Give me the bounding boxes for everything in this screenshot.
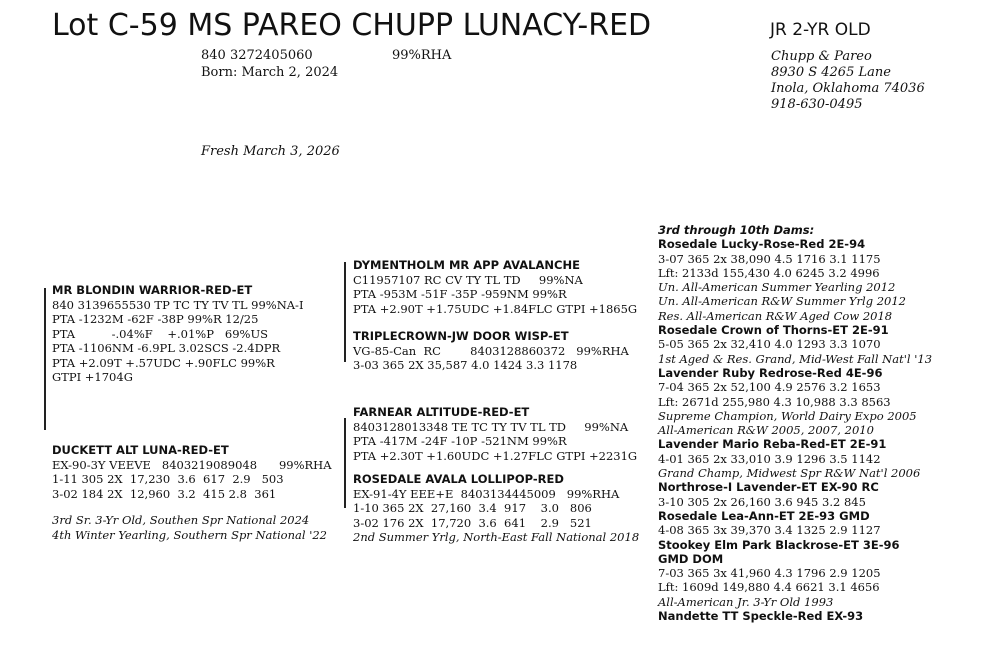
sire-dam-line: VG-85-Can RC 8403128860372 99%RHA (353, 343, 629, 358)
dam-entry-award: Grand Champ, Midwest Spr R&W Nat'l 2006 (658, 466, 921, 481)
age-class: JR 2-YR OLD (770, 20, 871, 40)
sire-line: 840 3139655530 TP TC TY TV TL 99%NA-I (52, 297, 304, 312)
dam-entry-name: Lavender Ruby Redrose-Red 4E-96 (658, 365, 883, 380)
dam-entry-name: Nandette TT Speckle-Red EX-93 (658, 609, 864, 624)
dam-entry-name: Rosedale Lucky-Rose-Red 2E-94 (658, 237, 866, 252)
owner-phone: 918-630-0495 (771, 97, 863, 112)
dam-entry-record: 7-03 365 3x 41,960 4.3 1796 2.9 1205 (658, 566, 881, 581)
sire-line: PTA -.04%F +.01%P 69%US (52, 326, 269, 341)
dam-entry-name: Rosedale Lea-Ann-ET 2E-93 GMD (658, 508, 870, 523)
sire-line: PTA -1106NM -6.9PL 3.02SCS -2.4DPR (52, 341, 281, 355)
registration-number: 840 3272405060 (201, 48, 313, 63)
dam-award: 3rd Sr. 3-Yr Old, Southen Spr National 2024 (52, 513, 310, 527)
dam-entry-record: 7-04 365 2x 52,100 4.9 2576 3.2 1653 (658, 380, 881, 395)
dam-sire-line: PTA +2.30T +1.60UDC +1.27FLC GTPI +2231G (353, 448, 638, 463)
dam-sire-line: 8403128013348 TE TC TY TV TL TD 99%NA (353, 419, 629, 434)
dam-dam-block (353, 472, 639, 545)
sire-dam-name: TRIPLECROWN-JW DOOR WISP-ET (353, 329, 569, 343)
dam-entry-award: Un. All-American Summer Yearling 2012 (658, 280, 896, 295)
sire-name: MR BLONDIN WARRIOR-RED-ET (52, 283, 253, 297)
dam-entry-award: 1st Aged & Res. Grand, Mid-West Fall Nat'l '13 (658, 351, 933, 366)
lot-title: Lot C-59 MS PAREO CHUPP LUNACY-RED (52, 8, 652, 43)
sire-sire-line: PTA +2.90T +1.75UDC +1.84FLC GTPI +1865G (353, 301, 638, 316)
sire-line: PTA +2.09T +.57UDC +.90FLC 99%R (52, 355, 275, 370)
dam-entry-name-cont: GMD DOM (658, 551, 724, 566)
dam-entry-record: 5-05 365 2x 32,410 4.0 1293 3.3 1070 (658, 337, 881, 352)
dams-heading: 3rd through 10th Dams: (658, 223, 815, 237)
dam-line: 1-11 305 2X 17,230 3.6 617 2.9 503 (52, 472, 284, 486)
sire-sire-line: C11957107 RC CV TY TL TD 99%NA (353, 272, 583, 287)
dam-sire-line: PTA -417M -24F -10P -521NM 99%R (353, 434, 567, 448)
dam-entry-award: Supreme Champion, World Dairy Expo 2005 (658, 408, 917, 423)
dam-entry-record: Lft: 1609d 149,880 4.4 6621 3.1 4656 (658, 580, 880, 595)
rha-percent: 99%RHA (392, 48, 452, 63)
extended-dams (658, 223, 932, 623)
owner-name: Chupp & Pareo (771, 49, 872, 64)
dam-sire-name: FARNEAR ALTITUDE-RED-ET (353, 405, 530, 419)
dam-entry-record: 3-07 365 2x 38,090 4.5 1716 3.1 1175 (658, 251, 881, 266)
dam-line: EX-90-3Y VEEVE 8403219089048 99%RHA (52, 457, 332, 472)
owner-address-2: Inola, Oklahoma 74036 (771, 81, 925, 96)
sire-block (52, 283, 303, 385)
sire-dam-line: 3-03 365 2X 35,587 4.0 1424 3.3 1178 (353, 358, 578, 372)
dam-entry-award: All-American Jr. 3-Yr Old 1993 (658, 594, 834, 609)
dam-entry-record: 4-08 365 3x 39,370 3.4 1325 2.9 1127 (658, 523, 881, 538)
birth-date: Born: March 2, 2024 (201, 65, 339, 80)
dam-entry-record: Lft: 2671d 255,980 4.3 10,988 3.3 8563 (658, 394, 891, 409)
owner-info (771, 49, 925, 113)
dam-dam-name: ROSEDALE AVALA LOLLIPOP-RED (353, 472, 564, 486)
dam-entry-award: Res. All-American R&W Aged Cow 2018 (658, 308, 893, 323)
dam-sire-block (353, 405, 637, 463)
dam-dam-line: 1-10 365 2X 27,160 3.4 917 3.0 806 (353, 501, 592, 515)
dam-entry-name: Rosedale Crown of Thorns-ET 2E-91 (658, 323, 889, 338)
sire-bracket-line (44, 288, 46, 430)
dam-entry-record: 4-01 365 2x 33,010 3.9 1296 3.5 1142 (658, 451, 881, 466)
sire-line: PTA -1232M -62F -38P 99%R 12/25 (52, 312, 259, 326)
sire-sire-name: DYMENTHOLM MR APP AVALANCHE (353, 258, 580, 272)
dam-sire-bracket-line (344, 418, 346, 508)
dam-entry-name: Northrose-I Lavender-ET EX-90 RC (658, 480, 879, 495)
dam-entry-record: Lft: 2133d 155,430 4.0 6245 3.2 4996 (658, 265, 880, 280)
dam-dam-award: 2nd Summer Yrlg, North-East Fall National 2018 (353, 530, 640, 544)
sire-sire-bracket-line (344, 262, 346, 362)
dam-entry-award: Un. All-American R&W Summer Yrlg 2012 (658, 294, 906, 309)
dam-entry-name: Stookey Elm Park Blackrose-ET 3E-96 (658, 537, 900, 552)
dam-line: 3-02 184 2X 12,960 3.2 415 2.8 361 (52, 486, 277, 501)
sire-sire-line: PTA -953M -51F -35P -959NM 99%R (353, 287, 567, 301)
owner-address-1: 8930 S 4265 Lane (771, 65, 891, 80)
dam-dam-line: EX-91-4Y EEE+E 8403134445009 99%RHA (353, 486, 620, 501)
dam-dam-line: 3-02 176 2X 17,720 3.6 641 2.9 521 (353, 515, 592, 530)
sire-line: GTPI +1704G (52, 370, 133, 384)
dam-entry-record: 3-10 305 2x 26,160 3.6 945 3.2 845 (658, 494, 866, 509)
sire-dam-block (353, 329, 629, 373)
dam-name: DUCKETT ALT LUNA-RED-ET (52, 443, 229, 457)
dam-entry-award: All-American R&W 2005, 2007, 2010 (658, 423, 874, 438)
dam-award: 4th Winter Yearling, Southern Spr National '22 (52, 527, 327, 542)
dam-entry-name: Lavender Mario Reba-Red-ET 2E-91 (658, 437, 887, 452)
dam-block (52, 443, 332, 542)
sire-sire-block (353, 258, 637, 316)
fresh-date: Fresh March 3, 2026 (201, 144, 340, 159)
